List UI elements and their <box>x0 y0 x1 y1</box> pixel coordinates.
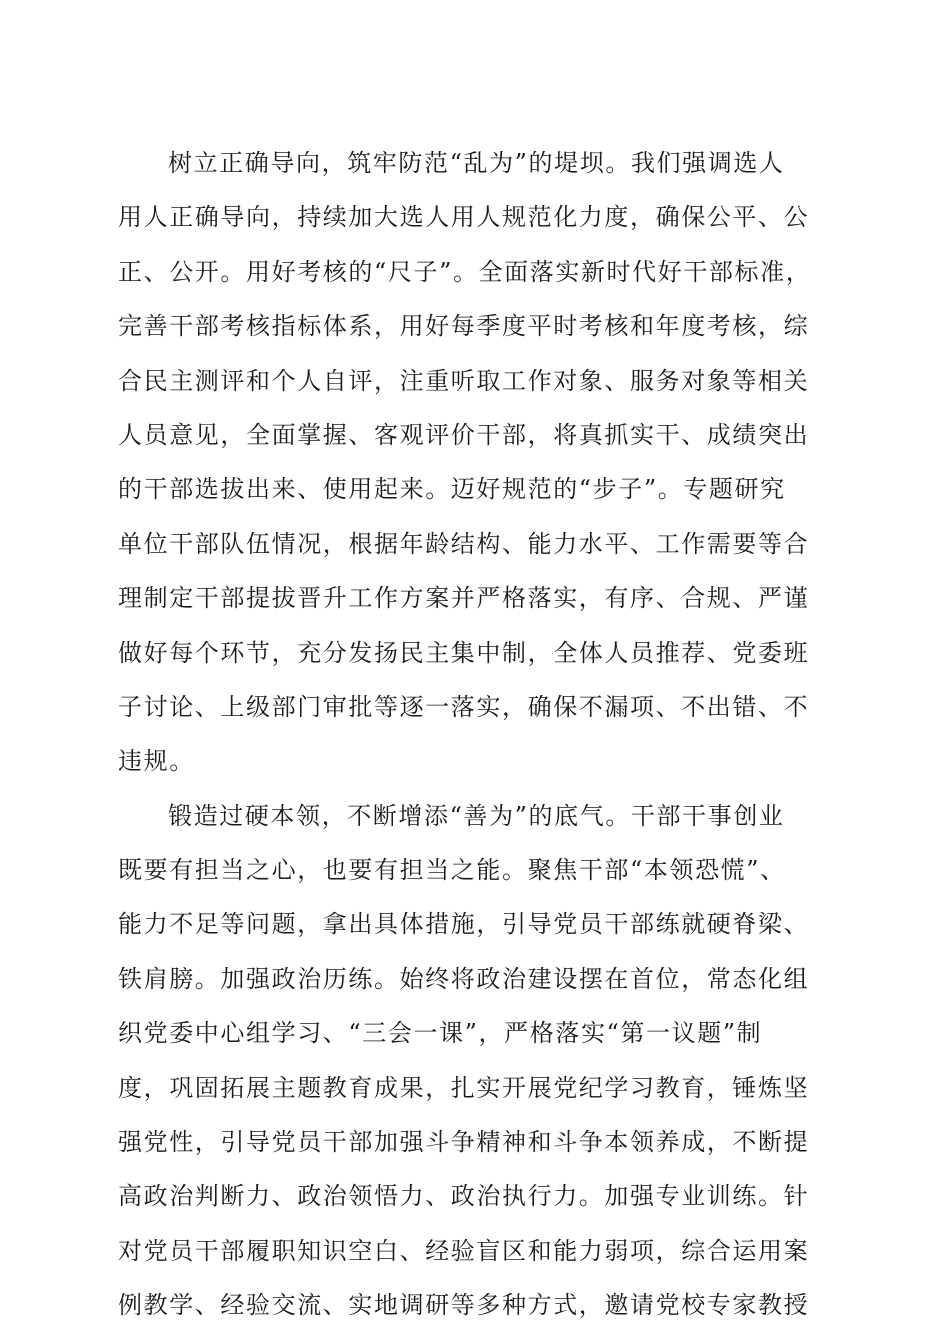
text-line: 的干部选拔出来、使用起来。迈好规范的“步子”。专题研究 <box>118 475 786 504</box>
document-body <box>118 136 834 1333</box>
text-line: 高政治判断力、政治领悟力、政治执行力。加强专业训练。针 <box>118 1182 810 1211</box>
text-line: 完善干部考核指标体系，用好每季度平时考核和年度考核，综 <box>118 312 810 341</box>
text-line: 度，巩固拓展主题教育成果，扎实开展党纪学习教育，锤炼坚 <box>118 1073 810 1102</box>
text-line: 树立正确导向，筑牢防范“乱为”的堤坝。我们强调选人 <box>168 149 785 177</box>
text-line: 理制定干部提拔晋升工作方案并严格落实，有序、合规、严谨 <box>118 584 810 613</box>
text-line: 违规。 <box>118 747 195 776</box>
text-line: 能力不足等问题，拿出具体措施，引导党员干部练就硬脊梁、 <box>118 910 810 939</box>
text-line: 人员意见，全面掌握、客观评价干部，将真抓实干、成绩突出 <box>118 420 810 449</box>
text-line: 织党委中心组学习、“三会一课”，严格落实“第一议题”制 <box>118 1019 763 1048</box>
paragraph-capability-building <box>118 789 834 1333</box>
text-line: 既要有担当之心，也要有担当之能。聚焦干部“本领恐慌”、 <box>118 856 786 885</box>
text-line: 强党性，引导党员干部加强斗争精神和斗争本领养成，不断提 <box>118 1128 810 1157</box>
text-line: 例教学、经验交流、实地调研等多种方式，邀请党校专家教授 <box>118 1291 810 1320</box>
text-line: 铁肩膀。加强政治历练。始终将政治建设摆在首位，常态化组 <box>118 964 810 993</box>
paragraph-selection-standards <box>118 136 834 789</box>
text-line: 单位干部队伍情况，根据年龄结构、能力水平、工作需要等合 <box>118 529 810 558</box>
text-line: 锻造过硬本领，不断增添“善为”的底气。干部干事创业 <box>168 801 785 830</box>
text-line: 子讨论、上级部门审批等逐一落实，确保不漏项、不出错、不 <box>118 692 810 721</box>
text-line: 正、公开。用好考核的“尺子”。全面落实新时代好干部标准， <box>118 257 812 286</box>
text-line: 做好每个环节，充分发扬民主集中制，全体人员推荐、党委班 <box>118 638 810 667</box>
text-line: 对党员干部履职知识空白、经验盲区和能力弱项，综合运用案 <box>118 1236 810 1265</box>
text-line: 用人正确导向，持续加大选人用人规范化力度，确保公平、公 <box>118 203 810 232</box>
text-line: 合民主测评和个人自评，注重听取工作对象、服务对象等相关 <box>118 366 810 395</box>
